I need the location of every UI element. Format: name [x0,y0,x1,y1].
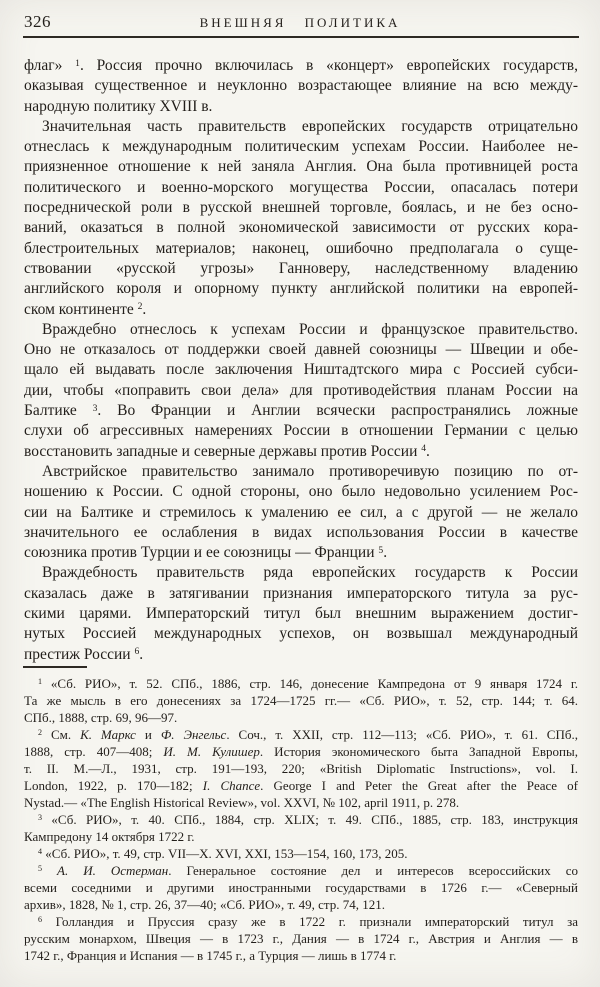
footnote-line: 1888, стр. 407—408; И. М. Кулишер. История экономического быта Западной Европы, [24,744,578,759]
body-line: скими царями. Императорский титул был внешним выражением достиг- [24,605,578,623]
footnote-line: $^1$ «Сб. РИО», т. 52. СПб., 1886, стр. 146, донесение Кампредона от 9 января 1724 г. [38,676,578,691]
header-rule [23,36,579,38]
footnote-line: 1742 г., Франция и Испания — в 1745 г., а Турция — лишь в 1774 г. [24,948,397,963]
body-line: Значительная часть правительств европейских государств отрицательно [42,117,578,135]
body-line: Балтике $^3$. Во Франции и Англии всячески распространялись ложные [24,402,578,420]
footnote-line: $^4$ «Сб. РИО», т. 49, стр. VII—X. XVI, XXI, 153—154, 160, 173, 205. [38,846,408,861]
page-number: 326 [24,12,51,31]
body-line: сказалась даже в затягивании признания императорского титула за рус- [24,584,578,602]
body-line: политического и военно-морского могущества России, опасалась потери [24,178,578,196]
body-line: ском континенте $^2$. [24,300,147,318]
body-line: восстановить западные и северные державы против России $^4$. [24,442,430,460]
footnote-line: всеми соседними и другими иностранными государствами в 1726 г.— «Северный [24,880,578,895]
footnote-line: Кампредону 14 октября 1722 г. [24,829,195,844]
body-line: престиж России $^6$. [24,645,144,663]
footnote-line: $^3$ «Сб. РИО», т. 40. СПб., 1884, стр. XLIX; т. 49. СПб., 1885, стр. 183, инструкция [38,812,578,827]
body-line: ствовании «русской угрозы» Ганноверу, наследственному владению [24,259,578,277]
body-line: щало ей выдавать после заключения Ништадтского мира с Россией субси- [24,361,578,379]
body-line: ваний, оказаться в полной экономической зависимости от русских кора- [24,219,578,237]
footnote-separator [23,666,87,668]
body-line: посреднической роли в русской внешней торговле, боялась, и не без осно- [24,199,578,217]
footnote-line: СПб., 1888, стр. 69, 96—97. [24,710,178,725]
footnote-line: русским монархом, Швеция — в 1723 г., Дания — в 1724 г., Австрия и Англия — в [24,931,578,946]
body-line: слухи об агрессивных намерениях России в отношении Германии с целью [24,422,578,440]
body-text [24,56,578,665]
body-line: блестроительных материалов; наконец, ошибочно предполагала о суще- [24,239,578,257]
footnote-line: $^5$ А. И. Остерман. Генеральное состояние дел и интересов всероссийских со [38,863,579,878]
footnote-line: London, 1922, p. 170—182; I. Chance. George I and Peter the Great after the Peace of [24,778,578,793]
body-line: союзника против Турции и ее союзницы — Франции $^5$. [24,544,388,562]
body-line: народную политику XVIII в. [24,97,213,115]
body-line: флаг» $^1$. Россия прочно включилась в «концерт» европейских государств, [24,57,578,74]
footnote-line: $^2$ См. К. Маркс и Ф. Энгельс. Соч., т. XXII, стр. 112—113; «Сб. РИО», т. 61. СПб., [38,727,578,742]
body-line: оказывая существенное и неуклонно возрастающее влияние на всю между- [24,77,578,95]
footnotes [24,675,578,964]
body-line: сии на Балтике и стремилось к умалению ее сил, а с другой — не желало [24,503,578,521]
body-line: Враждебно отнеслось к успехам России и французское правительство. [42,320,578,338]
footnote-line: Та же мысль в его донесениях за 1724—1725 гг.— «Сб. РИО», т. 52, стр. 144; т. 64. [24,693,578,708]
body-line: английского короля и опорному пункту английской политики на европей- [24,280,578,298]
body-line: ношению к России. С одной стороны, оно было недовольно усилением Рос- [24,483,578,501]
footnote-line: Nystad.— «The English Historical Review», vol. XXVI, № 102, april 1911, p. 278. [24,795,460,810]
body-line: отнеслась к международным политическим успехам России. Наиболее не- [24,138,578,156]
body-line: нутых Россией международных успехов, он возвышал международный [24,625,578,643]
body-line: Оно не отказалось от поддержки своей давней союзницы — Швеции и обе- [24,341,578,359]
body-line: Враждебность правительств ряда европейских государств к России [42,564,578,582]
footnote-line: архив», 1828, № 1, стр. 26, 37—40; «Сб. РИО», т. 49, стр. 74, 121. [24,897,386,912]
body-line: значительного ее ослабления в видах использования России в качестве [24,523,578,541]
body-line: дии, чтобы «поправить свои дела» для противодействия планам России на [24,381,578,399]
footnote-line: т. II. М.—Л., 1931, стр. 191—193, 220; «British Diplomatic Instructions», vol. I. [24,761,578,776]
footnote-line: $^6$ Голландия и Пруссия сразу же в 1722 г. признали императорский титул за [38,914,578,929]
body-line: приязненное отношение к ней заняла Англия. Она была противницей роста [24,158,578,176]
running-title: ВНЕШНЯЯ ПОЛИТИКА [199,15,401,30]
body-line: Австрийское правительство занимало противоречивую позицию по от- [42,462,578,480]
